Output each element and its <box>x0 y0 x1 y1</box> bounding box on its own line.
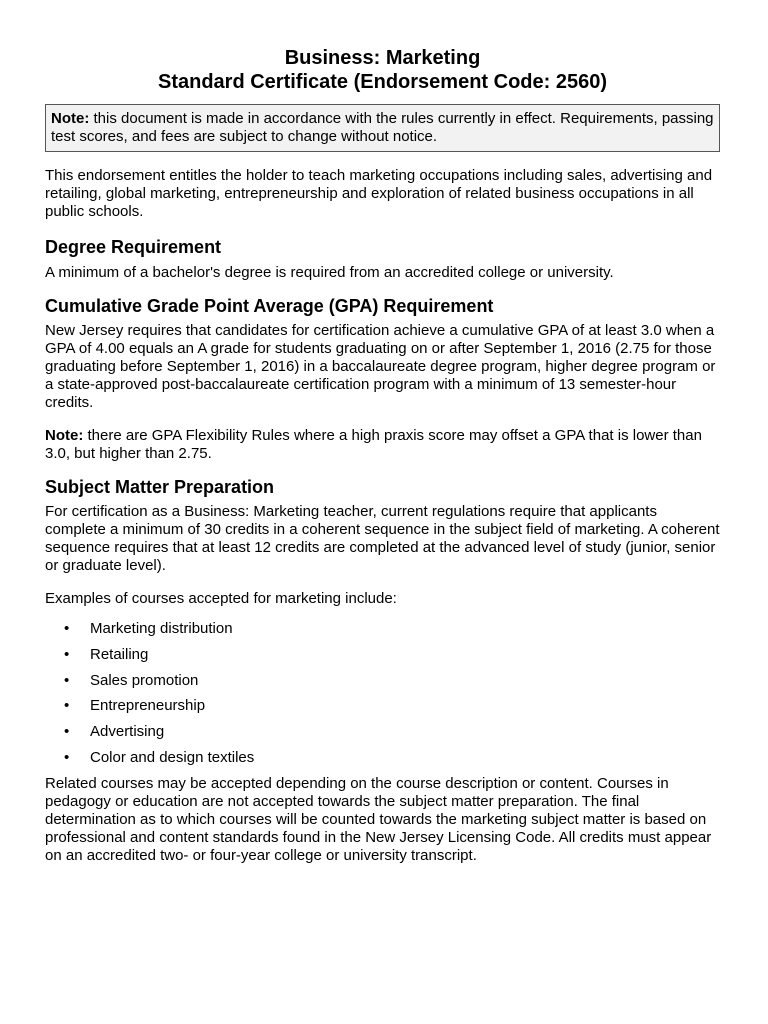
list-item <box>45 723 720 741</box>
subject-paragraph: For certification as a Business: Marketing teacher, current regulations require that applicants complete a minimum of 30 credits in a coherent sequence in the subject field of marketing. A coherent sequence requires that at least 12 credits are completed at the advanced level of study (junior, senior or graduate level). <box>45 503 720 574</box>
gpa-heading: Cumulative Grade Point Average (GPA) Requirement <box>45 296 494 316</box>
intro-paragraph: This endorsement entitles the holder to teach marketing occupations including sales, advertising and retailing, global marketing, entrepreneurship and exploration of related business occupations in all public schools. <box>45 167 713 220</box>
course-list <box>45 620 720 767</box>
course-label: Color and design textiles <box>90 748 255 766</box>
course-label: Marketing distribution <box>90 620 233 637</box>
list-item <box>45 697 720 715</box>
course-label: Entrepreneurship <box>90 697 206 715</box>
notice-box <box>45 104 720 152</box>
degree-paragraph: A minimum of a bachelor's degree is required from an accredited college or university. <box>45 264 614 281</box>
gpa-paragraph: New Jersey requires that candidates for certification achieve a cumulative GPA of at least 3.0 when a GPA of 4.00 equals an A grade for students graduating on or after September 1, 2016 (2.75 for those graduating before September 1, 2016) in a baccalaureate degree program, higher degree program or a state-approved post-baccalaureate certification program with a minimum of 13 semester-hour credits. <box>45 322 716 411</box>
document-title <box>45 46 720 94</box>
bullet-icon: • <box>64 645 70 663</box>
course-label: Advertising <box>90 723 165 741</box>
bullet-icon: • <box>64 620 70 637</box>
title-line-1: Business: Marketing <box>284 47 481 69</box>
examples-intro: Examples of courses accepted for marketing include: <box>45 590 397 607</box>
bullet-icon: • <box>64 723 70 741</box>
list-item <box>45 672 720 690</box>
course-label: Retailing <box>90 645 149 663</box>
bullet-icon: • <box>64 671 70 689</box>
bullet-icon: • <box>64 748 70 766</box>
bullet-icon: • <box>64 697 70 715</box>
notice-label: Note: <box>51 110 90 127</box>
gpa-note-label: Note: <box>45 427 84 444</box>
gpa-note-text: there are GPA Flexibility Rules where a high praxis score may offset a GPA that is lower than 3.0, but higher than 2.75. <box>45 427 702 462</box>
course-label: Sales promotion <box>90 671 199 689</box>
notice-text: this document is made in accordance with the rules currently in effect. Requirements, passing test scores, and fees are subject to change without notice. <box>51 110 714 145</box>
related-courses-paragraph: Related courses may be accepted depending on the course description or content. Courses in pedagogy or education are not accepted towards the subject matter preparation. The final determination as to which courses will be counted towards the marketing subject matter is based on professional and content standards found in the New Jersey Licensing Code. All credits must appear on an accredited two- or four-year college or university transcript. <box>45 774 712 864</box>
degree-heading: Degree Requirement <box>45 237 222 257</box>
gpa-note-paragraph <box>45 427 720 463</box>
list-item <box>45 646 720 664</box>
title-line-2: Standard Certificate (Endorsement Code: 2560) <box>158 71 607 93</box>
subject-heading: Subject Matter Preparation <box>45 477 275 497</box>
list-item <box>45 620 720 638</box>
list-item <box>45 749 720 767</box>
